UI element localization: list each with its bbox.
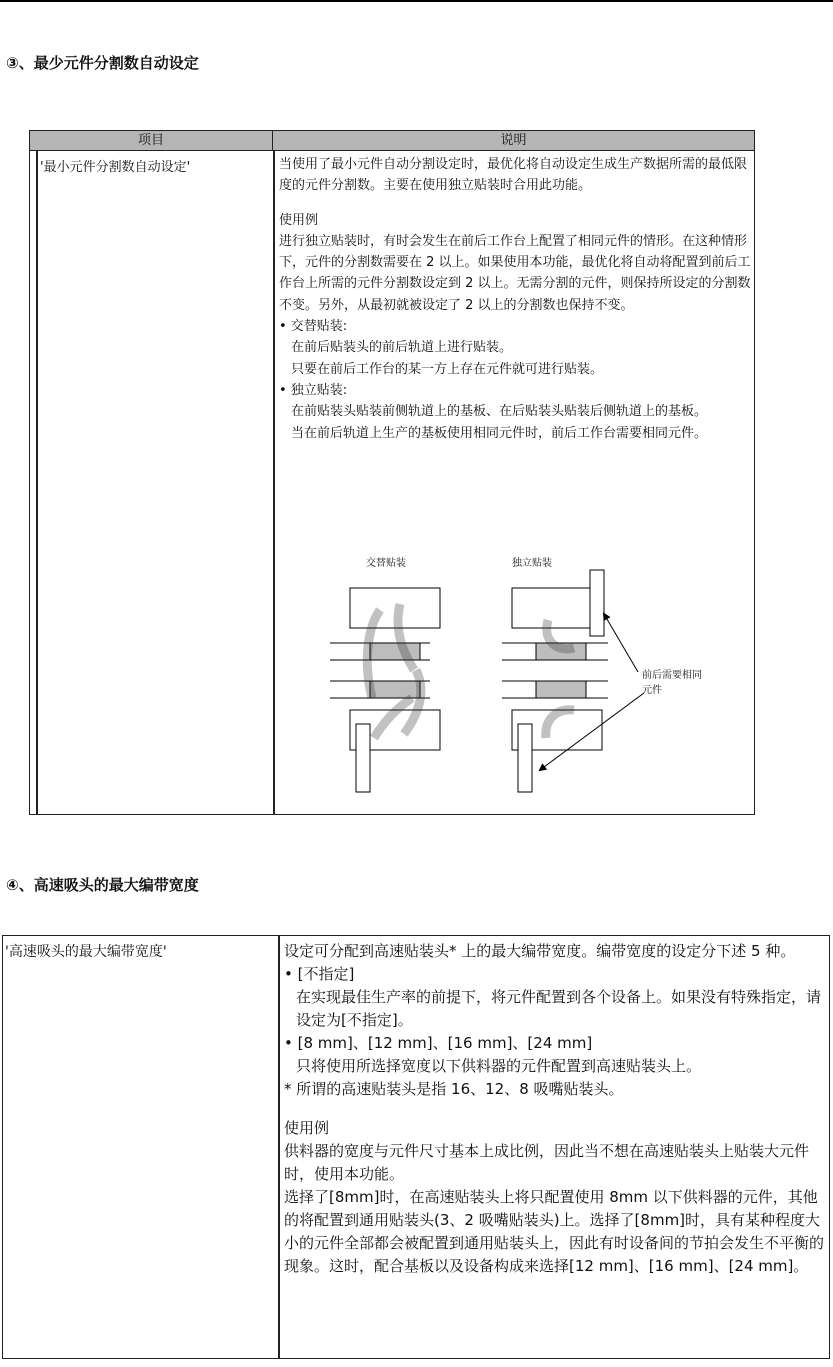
section-4-title: ④、高速吸头的最大编带宽度 [6,876,199,894]
desc-heading: 使用例 [279,212,319,228]
diagram-annotation: 元件 [642,685,662,696]
desc-note: * 所谓的高速贴装头是指 16、12、8 吸嘴贴装头。 [284,1080,624,1098]
desc-indent: 在实现最佳生产率的前提下，将元件配置到各个设备上。如果没有特殊指定，请设定为[不指定]。 [296,988,822,1029]
bullet-independent: • 独立贴装: [279,382,348,398]
desc-indent: 在前后贴装头的前后轨道上进行贴装。 [291,340,513,356]
desc-paragraph: 进行独立贴装时，有时会发生在前后工作台上配置了相同元件的情形。在这种情形下，元件的分割数需要在 2 以上。如果使用本功能，最优化将自动将配置到前后工作台上所需的元件分割数设定到 2 以上。无需分割的元件，则保持所设定的分割数不变。另外，从最初就被设定了 2 以上的分割数也保持不变。 [279,233,751,313]
desc-paragraph: 当使用了最小元件自动分割设定时，最优化将自动设定生成生产数据所需的最低限度的元件分割数。主要在使用独立贴装时合用此功能。 [279,157,748,194]
diagram-annotation: 前后需要相同 [642,670,702,681]
desc-paragraph: 选择了[8mm]时，在高速贴装头上将只配置使用 8mm 以下供料器的元件，其他的将配置到通用贴装头(3、2 吸嘴贴装头)上。选择了[8mm]时，具有某种程度大小的元件全部都会被配置到通用贴装头上，因此有时设备间的节拍会发生不平衡的现象。这时，配合基板以及设备构成来选择[12 mm]、[16 mm]、[24 mm]。 [284,1188,825,1275]
table-header-row [30,131,754,151]
desc-indent: 只将使用所选择宽度以下供料器的元件配置到高速贴装头上。 [296,1057,702,1075]
bullet-alternate: • 交替贴装: [279,319,348,335]
row-marker-bar [36,151,38,814]
diagram-label-alternate: 交替贴装 [366,558,406,569]
diagram-drawing [290,548,750,810]
desc-paragraph: 供料器的宽度与元件尺寸基本上成比例，因此当不想在高速贴装头上贴装大元件时，使用本功能。 [284,1142,810,1183]
desc-paragraph: 设定可分配到高速贴装头* 上的最大编带宽度。编带宽度的设定分下述 5 种。 [284,942,796,960]
item-name: '高速吸头的最大编带宽度' [5,944,167,960]
item-description [279,154,753,444]
header-description: 说明 [500,133,527,148]
column-divider [278,936,280,1358]
settings-table-tape-width [2,935,830,1359]
paragraph-gap [284,1101,829,1117]
bullet-widths: • [8 mm]、[12 mm]、[16 mm]、[24 mm] [284,1034,593,1052]
bullet-unspecified: • [不指定] [284,965,355,983]
paragraph-gap [279,197,753,210]
top-rule [0,0,833,2]
desc-indent: 当在前后轨道上生产的基板使用相同元件时，前后工作台需要相同元件。 [291,425,708,441]
diagram-label-independent: 独立贴装 [512,558,552,569]
header-item: 项目 [30,131,273,151]
desc-indent: 只要在前后工作台的某一方上存在元件就可进行贴装。 [291,361,604,377]
section-3-title: ③、最少元件分割数自动设定 [6,54,199,72]
mounting-diagram [290,548,750,810]
item-name: '最小元件分割数自动设定' [40,160,191,175]
column-divider [273,151,275,814]
item-description [284,940,829,1278]
desc-heading: 使用例 [284,1119,330,1137]
desc-indent: 在前贴装头贴装前侧轨道上的基板、在后贴装头贴装后侧轨道上的基板。 [291,404,708,420]
